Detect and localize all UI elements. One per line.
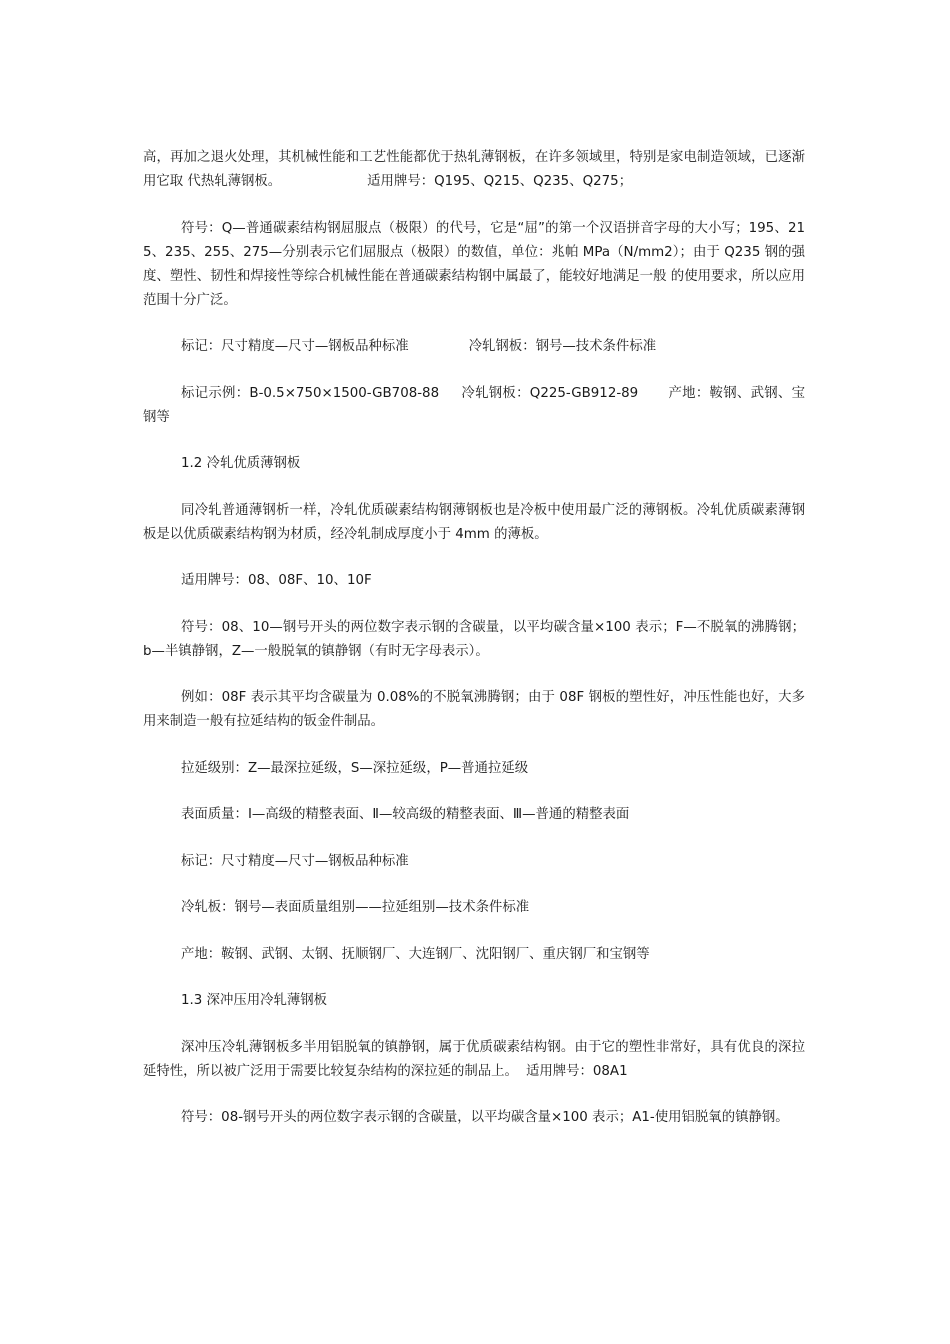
paragraph-text: 高，再加之退火处理，其机械性能和工艺性能都优于热轧薄钢板，在许多领域里，特别是家电制造领域，已逐渐用它取 代热轧薄钢板。 [143,150,805,189]
applicable-grades: 适用牌号：Q195、Q215、Q235、Q275； [367,174,633,189]
cold-plate-label: 冷轧钢板：钢号—技术条件标准 [468,339,657,354]
paragraph-deep-drawing [143,1036,805,1084]
marking-label: 标记：尺寸精度—尺寸—钢板品种标准 [181,339,409,354]
paragraph-example-08f: 例如：08F 表示其平均含碳量为 0.08%的不脱氧沸腾钢；由于 08F 钢板的塑性好，冲压性能也好，大多用来制造一般有拉延结构的钣金件制品。 [143,690,805,729]
origin-label: 产地：鞍钢、武钢、宝钢等 [143,385,806,425]
paragraph-text: 深冲压冷轧薄钢板多半用铝脱氧的镇静钢，属于优质碳素结构钢。由于它的塑性非常好，具有优良的深拉延特性，所以被广泛用于需要比较复杂结构的深拉延的制品上。 [143,1039,805,1079]
paragraph-cold-rolled-intro [143,146,805,194]
paragraph-origin: 产地：鞍钢、武钢、太钢、抚顺钢厂、大连钢厂、沈阳钢厂、重庆钢厂和宝钢等 [181,946,650,962]
paragraph-symbol-08a1: 符号：08-钢号开头的两位数字表示钢的含碳量，以平均碳含量×100 表示；A1-使用铝脱氧的镇静钢。 [181,1110,789,1125]
section-heading-1-2: 1.2 冷轧优质薄钢板 [181,456,301,471]
cold-plate-example: 冷轧钢板：Q225-GB912-89 [461,385,639,401]
paragraph-symbol-q: 符号：Q—普通碳素结构钢屈服点（极限）的代号，它是“屈”的第一个汉语拼音字母的大小写；195、215、235、255、275—分别表示它们屈服点（极限）的数值，单位：兆帕 MPa（N/mm2）；由于 Q235 钢的强度、塑性、韧性和焊接性等综合机械性能在普通碳素结构钢中属最了，能较好地满足一般 的使用要求，所以应用范围十分广泛。 [143,220,805,308]
section-heading-1-3: 1.3 深冲压用冷轧薄钢板 [181,993,328,1008]
paragraph-quality-sheet: 同冷轧普通薄钢析一样，冷轧优质碳素结构钢薄钢板也是冷板中使用最广泛的薄钢板。冷轧优质碳素薄钢板是以优质碳素结构钢为材质，经冷轧制成厚度小于 4mm 的薄板。 [143,502,805,542]
document-page [143,146,805,1153]
paragraph-grades-08: 适用牌号：08、08F、10、10F [181,573,372,588]
paragraph-cold-plate: 冷轧板：钢号—表面质量组别——拉延组别—技术条件标准 [181,900,530,915]
paragraph-surface-quality: 表面质量：Ⅰ—高级的精整表面、Ⅱ—较高级的精整表面、Ⅲ—普通的精整表面 [181,807,630,822]
paragraph-marking [143,335,805,359]
applicable-grades: 适用牌号：08A1 [525,1063,628,1079]
marking-example: 标记示例：B-0.5×750×1500-GB708-88 [181,385,440,401]
paragraph-marking-example [143,382,805,430]
paragraph-marking-2: 标记：尺寸精度—尺寸—钢板品种标准 [181,853,409,869]
paragraph-drawing-level: 拉延级别：Z—最深拉延级，S—深拉延级，P—普通拉延级 [181,760,529,776]
paragraph-symbol-08: 符号：08、10—钢号开头的两位数字表示钢的含碳量，以平均碳含量×100 表示；F—不脱氧的沸腾钢；b—半镇静钢，Z—一般脱氧的镇静钢（有时无字母表示）。 [143,619,805,659]
